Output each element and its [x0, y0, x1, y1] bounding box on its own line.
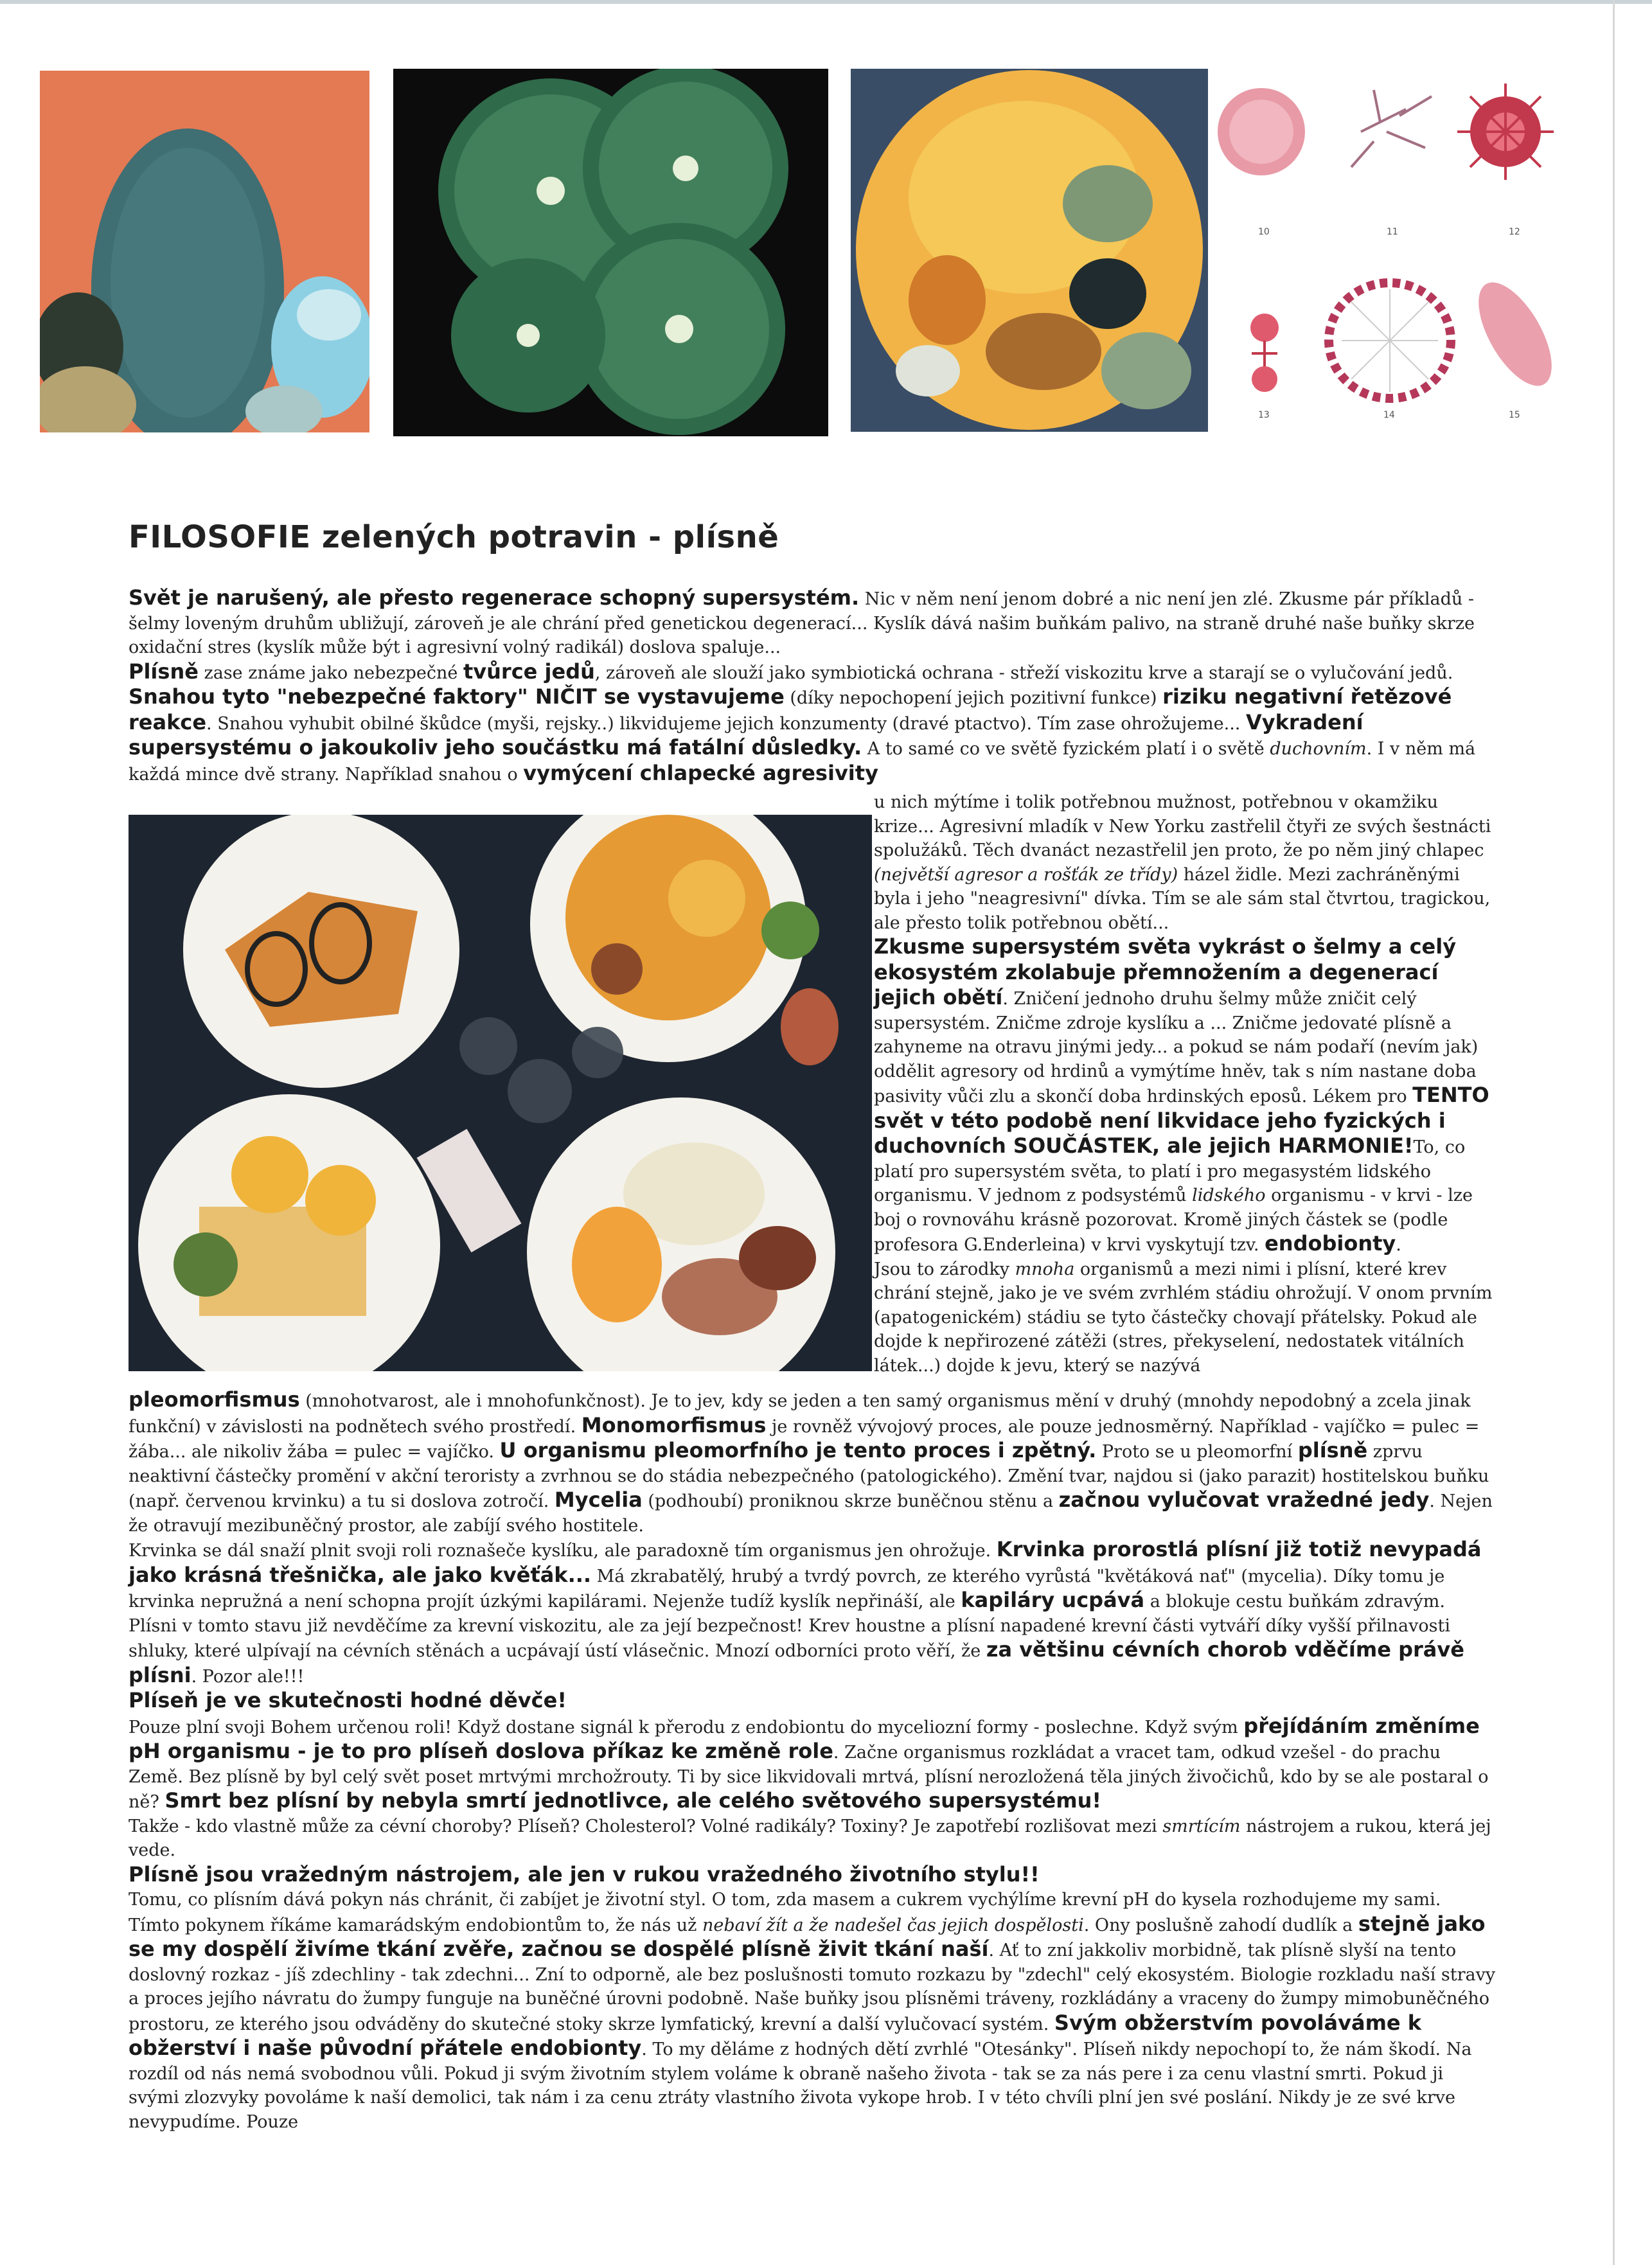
p8-b: smrtícím: [1162, 1816, 1241, 1836]
p4-g: endobionty: [1265, 1231, 1396, 1256]
photo-mold-green-art: [393, 69, 828, 436]
p5-n: začnou vylučovat vražedné jedy: [1058, 1488, 1430, 1512]
p5-d: pleomorfismus: [129, 1387, 300, 1412]
p9-c: . Ony poslušně zahodí dudlík a: [1083, 1915, 1358, 1935]
p2-d: , zároveň ale slouží jako symbiotická ochrana - střeží viskozitu krve a starají se o vylučování jedů.: [594, 662, 1453, 683]
p2-c: tvůrce jedů: [463, 659, 595, 684]
p5-k: zprvu neaktivní částečky promění v akční teroristy a zvrhnou se do stádia nebezpečného (patologického). Změní tvar, najdou si (jako parazit) hostitelskou buňku (např. červenou krvinku) a tu si doslova zotročí.: [129, 1442, 1489, 1511]
scan-edge-right: [1613, 0, 1615, 2265]
p6-d: kapiláry ucpává: [961, 1588, 1145, 1612]
figure-label-10: 10: [1258, 227, 1270, 237]
lower-text: [129, 1388, 1497, 2134]
p8-a: Takže - kdo vlastně může za cévní choroby? Plíseň? Cholesterol? Volné radikály? Toxiny? Je zapotřebí rozlišovat mezi: [129, 1816, 1163, 1836]
photo-mold-plate: [851, 69, 1208, 432]
p4-a: Zkusme supersystém světa vykrást o šelmy a celý ekosystém zkolabuje přemnožením a degenerací jejich obětí: [874, 934, 1457, 1009]
p3-i: vymýcení chlapecké agresivity: [523, 760, 878, 785]
p9-b: nebaví žít a že nadešel čas jejich dospělosti: [702, 1915, 1084, 1935]
heading-vrazedny-nastroj: Plísně jsou vražedným nástrojem, ale jen v rukou vražedného životního stylu!!: [129, 1861, 1040, 1887]
photo-mold-green: [393, 69, 828, 436]
illustration-microorganisms-art: [1213, 71, 1573, 431]
p1-text: Nic v něm není jenom dobré a nic není jen zlé. Zkusme pár příkladů - šelmy loveným druhům ubližují, zároveň je ale chrání před genetickou degenerací... Kyslík dává našim buňkám palivo, na straně druhé naše buňky skrze oxidační stres (kyslík může být i agresivní volný radikál) doslova spaluje...: [129, 589, 1475, 657]
intro-text: [129, 586, 1497, 786]
figure-label-11: 11: [1387, 227, 1398, 237]
p3-a: Snahou tyto "nebezpečné faktory" NIČIT se vystavujeme: [129, 684, 785, 709]
p6-b: Krvinka prorostlá plísní již totiž nevypadá jako krásná třešnička, ale jako kvěťák...: [129, 1537, 1482, 1587]
p6-f: za většinu cévních chorob vděčíme právě plísni: [129, 1637, 1464, 1687]
p3-d: . Snahou vyhubit obilné škůdce (myši, rejsky..) likvidujeme jejich konzumenty (dravé ptactvo). Tím zase ohrožujeme...: [206, 713, 1246, 734]
p9-f: Svým obžerstvím povoláváme k obžerství i naše původní přátele endobionty: [129, 2010, 1422, 2060]
p8-c: nástrojem a rukou, která jej vede.: [129, 1816, 1491, 1860]
p3-c: riziku negativní řetězové reakce: [129, 684, 1452, 734]
p3-b: (díky nepochopení jejich pozitivní funkce): [784, 688, 1163, 708]
figure-label-15: 15: [1509, 410, 1520, 420]
photo-mold-orange: [40, 71, 369, 432]
figure-label-13: 13: [1258, 410, 1270, 420]
right-column-text: [874, 790, 1494, 1378]
p3-j: u nich mýtíme i tolik potřebnou mužnost, potřebnou v okamžiku krize... Agresivní mladík v New Yorku zastřelil čtyři ze svých šestnácti spolužáků. Těch dvanáct nezastřelil jen proto, že po něm jiný chlapec: [874, 792, 1491, 860]
p5-e: (mnohotvarost, ale i mnohofunkčnost). Je to jev, kdy se jeden a ten samý organismus mění v druhý (mnohdy nepodobný a zcela jinak funkční) v závislosti na podnětech svého prostředí.: [129, 1391, 1471, 1437]
p1-head: Svět je narušený, ale přesto regenerace schopný supersystém.: [129, 585, 860, 610]
p5-o: . Nejen že otravují mezibuněčný prostor, ale zabíjí svého hostitele.: [129, 1491, 1493, 1536]
p5-b: mnoha: [1015, 1259, 1075, 1279]
p4-d: To, co platí pro supersystém světa, to platí i pro megasystém lidského organismu. V jednom z podsystémů: [874, 1137, 1466, 1205]
p5-l: Mycelia: [554, 1488, 643, 1512]
p4-h: .: [1396, 1235, 1401, 1255]
illustration-microorganisms: [1213, 71, 1573, 431]
p2-b: zase známe jako nebezpečné: [198, 662, 463, 683]
p9-a: Tomu, co plísním dává pokyn nás chránit, či zabíjet je životní styl. O tom, zda masem a cukrem vychýlíme krevní pH do kysela rozhodujeme my sami. Tímto pokynem říkáme kamarádským endobiontům to, že nás už: [129, 1890, 1441, 1935]
p5-a: Jsou to zárodky: [874, 1259, 1015, 1279]
p9-e: . Ať to zní jakkoliv morbidně, tak plísně slyší na tento doslovný rozkaz - jíš zdechliny - tak zdechni... Zní to odporně, ale bez poslušnosti tomuto rozkazu by "zdechl" celý ekosystém. Biologie rozkladu naší stravy a proces jejího návratu do žumpy funguje na buněčné úrovni podobně. Naše buňky jsou plísněmi tráveny, rozkládány a vraceny do žumpy mimobuněčného prostoru, ze kterého jsou odváděny do skutečné stoky skrze lymfatický, krevní a další vylučovací systém.: [129, 1941, 1496, 2034]
p3-l: házel židle. Mezi zachráněnými byla i jeho "neagresivní" dívka. Tím se ale sám stal čtvrtou, tragickou, ale přesto tolik potřebnou obětí...: [874, 864, 1491, 933]
p5-i: Proto se u pleomorfní: [1096, 1442, 1298, 1462]
figure-label-14: 14: [1383, 410, 1395, 420]
p6-e: a blokuje cestu buňkám zdravým. Plísni v tomto stavu již nevděčíme za krevní viskozitu, ale za její bezpečnost! Krev houstne a plísní napadené krevní části vytváří díky vyšší přilnavosti shluky, které ulpívají na cévních stěnách a ucpávají ústí vlásečnic. Mnozí odborníci proto věří, že: [129, 1592, 1450, 1661]
p5-f: Monomorfismus: [581, 1412, 767, 1437]
p2-a: Plísně: [129, 659, 199, 684]
p9-g: . To my děláme z hodných dětí zvrhlé "Otesánky". Plíseň nikdy nepochopí to, že nám škodí. Na rozdíl od nás nemá svobodnou vůli. Pokud ji svým životním stylem voláme k obraně našeho života - tak se za nás pere i za cenu vlastní smrti. Pokud ji svými zlozvyky povoláme k naší demolici, tak nám i za cenu ztráty vlastního života vykope hrob. I v této chvíli plní jen své poslání. Nikdy je ze své krve nevypudíme. Pouze: [129, 2039, 1472, 2132]
p3-g: duchovním: [1270, 739, 1367, 759]
photo-mold-orange-art: [40, 71, 369, 432]
p7-b: přejídáním změníme pH organismu - je to pro plíseň doslova příkaz ke změně role: [129, 1713, 1480, 1763]
p6-g: . Pozor ale!!!: [191, 1666, 305, 1687]
p5-j: plísně: [1297, 1438, 1368, 1462]
p4-b: . Zničení jednoho druhu šelmy může zničit celý supersystém. Zničme zdroje kyslíku a ... Zničme jedovaté plísně a zahyneme na otravu jinými jedy... a pokud se nám podaří (nevím jak) oddělit agresory od hrdinů a vymýtíme hněv, tak s ním nastane doba pasivity vůči zlu a skončí doba hrdinských eposů. Lékem pro: [874, 989, 1479, 1106]
photo-food-plates-art: [129, 815, 872, 1371]
page-title: FILOSOFIE zelených potravin - plísně: [129, 519, 779, 555]
photo-food-plates: [129, 815, 872, 1371]
p3-k: (největší agresor a rošťák ze třídy): [874, 864, 1178, 885]
p6-c: Má zkrabatělý, hrubý a tvrdý povrch, ze kterého vyrůstá "květáková nať" (mycelia). Díky tomu je krvinka nepružná a není schopna projít úzkými kapilárami. Nejenže tudíž kyslík nepřináší, ale: [129, 1566, 1445, 1612]
p6-a: Krvinka se dál snaží plnit svoji roli roznašeče kyslíku, ale paradoxně tím organismus jen ohrožuje.: [129, 1541, 997, 1561]
p4-c: TENTO svět v této podobě není likvidace jeho fyzických i duchovních SOUČÁSTEK, ale jejich HARMONIE!: [874, 1083, 1489, 1158]
scan-edge-top: [0, 0, 1652, 4]
figure-label-12: 12: [1509, 227, 1520, 237]
p3-f: A to samé co ve světě fyzickém platí i o světě: [862, 739, 1270, 759]
p3-e: Vykradení supersystému o jakoukoliv jeho součástku má fatální důsledky.: [129, 709, 1363, 759]
photo-mold-plate-art: [851, 69, 1208, 432]
p4-f: organismu - v krvi - lze boj o rovnováhu krásně pozorovat. Kromě jiných částek se (podle profesora G.Enderleina) v krvi vyskytují tzv.: [874, 1186, 1473, 1255]
p7-d: Smrt bez plísní by nebyla smrtí jednotlivce, ale celého světového supersystému!: [164, 1788, 1101, 1813]
heading-hodne-devce: Plíseň je ve skutečnosti hodné děvče!: [129, 1688, 567, 1712]
p5-h: U organismu pleomorfního je tento proces i zpětný.: [499, 1438, 1097, 1462]
p5-g: je rovněž vývojový proces, ale pouze jednosměrný. Například - vajíčko = pulec = žába... ale nikoliv žába = pulec = vajíčko.: [129, 1416, 1480, 1462]
p5-c: organismů a mezi nimi i plísní, které krev chrání stejně, jako je ve svém zvrhlém stádiu ohrožují. V onom prvním (apatogenickém) stádiu se tyto částečky chovají přátelsky. Pokud ale dojde k nepřirozené zátěži (stres, překyselení, nedostatek vitálních látek...) dojde k jevu, který se nazývá: [874, 1259, 1493, 1376]
p4-e: lidského: [1192, 1186, 1266, 1205]
p3-h: . I v něm má každá mince dvě strany. Například snahou o: [129, 739, 1476, 785]
p7-c: . Začne organismus rozkládat a vracet tam, odkud vzešel - do prachu Země. Bez plísně by byl celý svět poset mrtvými mrchožrouty. Ti by sice likvidovali mrtvá, plísní nerozložená těla jiných živočichů, kdo by se ale postaral o ně?: [129, 1743, 1489, 1812]
p9-d: stejně jako se my dospělí živíme tkání zvěře, začnou se dospělé plísně živit tkání naší: [129, 1911, 1486, 1961]
p7-a: Pouze plní svoji Bohem určenou roli! Když dostane signál k přerodu z endobiontu do myceliozní formy - poslechne. Když svým: [129, 1717, 1244, 1737]
p5-m: (podhoubí) proniknou skrze buněčnou stěnu a: [642, 1491, 1059, 1511]
